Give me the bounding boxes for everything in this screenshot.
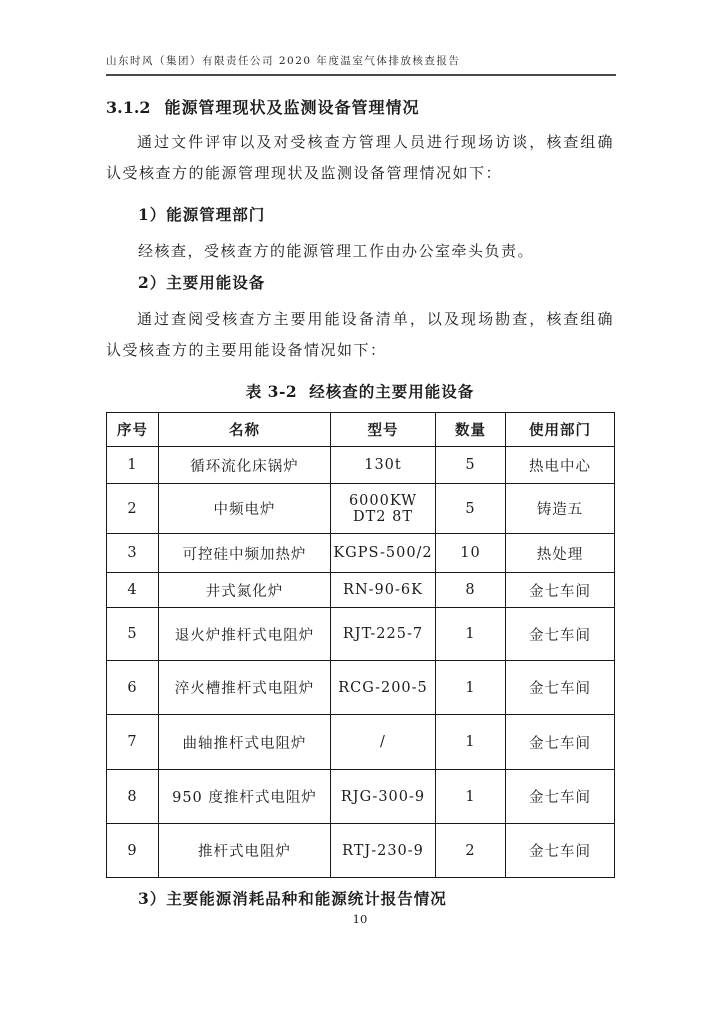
table-cell: 铸造五 — [506, 484, 615, 534]
section-number: 3.1.2 — [106, 98, 151, 117]
table-cell: 曲轴推杆式电阻炉 — [159, 715, 331, 770]
table-cell: 950 度推杆式电阻炉 — [159, 770, 331, 824]
table-cell: 1 — [436, 715, 506, 770]
table-row — [107, 715, 615, 770]
table-cell: 淬火槽推杆式电阻炉 — [159, 661, 331, 715]
table-cell: 1 — [436, 770, 506, 824]
table-cell: 8 — [107, 770, 159, 824]
table-cell: 热电中心 — [506, 447, 615, 484]
paragraph-main-equipment: 通过查阅受核查方主要用能设备清单，以及现场勘查，核查组确认受核查方的主要用能设备情况如下： — [106, 310, 614, 359]
table-cell: 1 — [436, 661, 506, 715]
section-heading — [106, 95, 616, 118]
table-cell: 3 — [107, 534, 159, 573]
table-cell: 5 — [436, 484, 506, 534]
subheading-energy-dept: 1）能源管理部门 — [138, 205, 266, 224]
table-cell: 1 — [107, 447, 159, 484]
subheading-main-equipment: 2）主要用能设备 — [138, 273, 266, 292]
table-cell: 6 — [107, 661, 159, 715]
table-cell: RTJ-230-9 — [331, 824, 436, 878]
table-cell: 金七车间 — [506, 715, 615, 770]
table-cell: RCG-200-5 — [331, 661, 436, 715]
table-cell: 130t — [331, 447, 436, 484]
table-cell: 热处理 — [506, 534, 615, 573]
table-cell: 2 — [436, 824, 506, 878]
page-number: 10 — [352, 912, 368, 926]
table-row — [107, 573, 615, 608]
running-title: 山东时风（集团）有限责任公司 2020 年度温室气体排放核查报告 — [106, 55, 461, 67]
column-header-quantity: 数量 — [436, 413, 506, 447]
column-header-index: 序号 — [107, 413, 159, 447]
equipment-table — [106, 412, 615, 878]
table-cell: KGPS-500/2 — [331, 534, 436, 573]
table-cell: / — [331, 715, 436, 770]
table-cell: 1 — [436, 608, 506, 661]
table-cell: RJT-225-7 — [331, 608, 436, 661]
table-cell: 10 — [436, 534, 506, 573]
table-cell: 4 — [107, 573, 159, 608]
table-row — [107, 447, 615, 484]
subheading-energy-consumption: 3）主要能源消耗品种和能源统计报告情况 — [138, 889, 447, 908]
table-header-row — [107, 413, 615, 447]
table-cell: 2 — [107, 484, 159, 534]
table-cell: 9 — [107, 824, 159, 878]
table-cell: 循环流化床锅炉 — [159, 447, 331, 484]
table-caption-title: 经核查的主要用能设备 — [309, 382, 475, 401]
column-header-department: 使用部门 — [506, 413, 615, 447]
table-cell: 金七车间 — [506, 770, 615, 824]
table-caption — [106, 380, 614, 402]
column-header-name: 名称 — [159, 413, 331, 447]
page-header — [106, 53, 616, 76]
table-cell: 金七车间 — [506, 608, 615, 661]
table-cell: 5 — [107, 608, 159, 661]
table-cell: 可控硅中频加热炉 — [159, 534, 331, 573]
table-cell: 中频电炉 — [159, 484, 331, 534]
table-row — [107, 608, 615, 661]
table-cell: 7 — [107, 715, 159, 770]
table-row — [107, 484, 615, 534]
column-header-model: 型号 — [331, 413, 436, 447]
table-row — [107, 534, 615, 573]
paragraph-energy-dept: 经核查，受核查方的能源管理工作由办公室牵头负责。 — [138, 242, 535, 260]
table-cell: 井式氮化炉 — [159, 573, 331, 608]
table-cell: 6000KW DT2 8T — [331, 484, 436, 534]
table-row — [107, 824, 615, 878]
table-cell: 金七车间 — [506, 661, 615, 715]
table-cell: 金七车间 — [506, 573, 615, 608]
table-row — [107, 661, 615, 715]
table-cell: 8 — [436, 573, 506, 608]
table-cell: RJG-300-9 — [331, 770, 436, 824]
table-row — [107, 770, 615, 824]
table-caption-label: 表 3-2 — [245, 382, 298, 401]
equipment-table-body — [107, 447, 615, 878]
table-cell: 推杆式电阻炉 — [159, 824, 331, 878]
table-cell: 退火炉推杆式电阻炉 — [159, 608, 331, 661]
table-cell: 金七车间 — [506, 824, 615, 878]
section-title: 能源管理现状及监测设备管理情况 — [164, 98, 420, 117]
paragraph-energy-management: 通过文件评审以及对受核查方管理人员进行现场访谈，核查组确认受核查方的能源管理现状及监测设备管理情况如下： — [106, 133, 614, 182]
table-cell: RN-90-6K — [331, 573, 436, 608]
table-cell: 5 — [436, 447, 506, 484]
